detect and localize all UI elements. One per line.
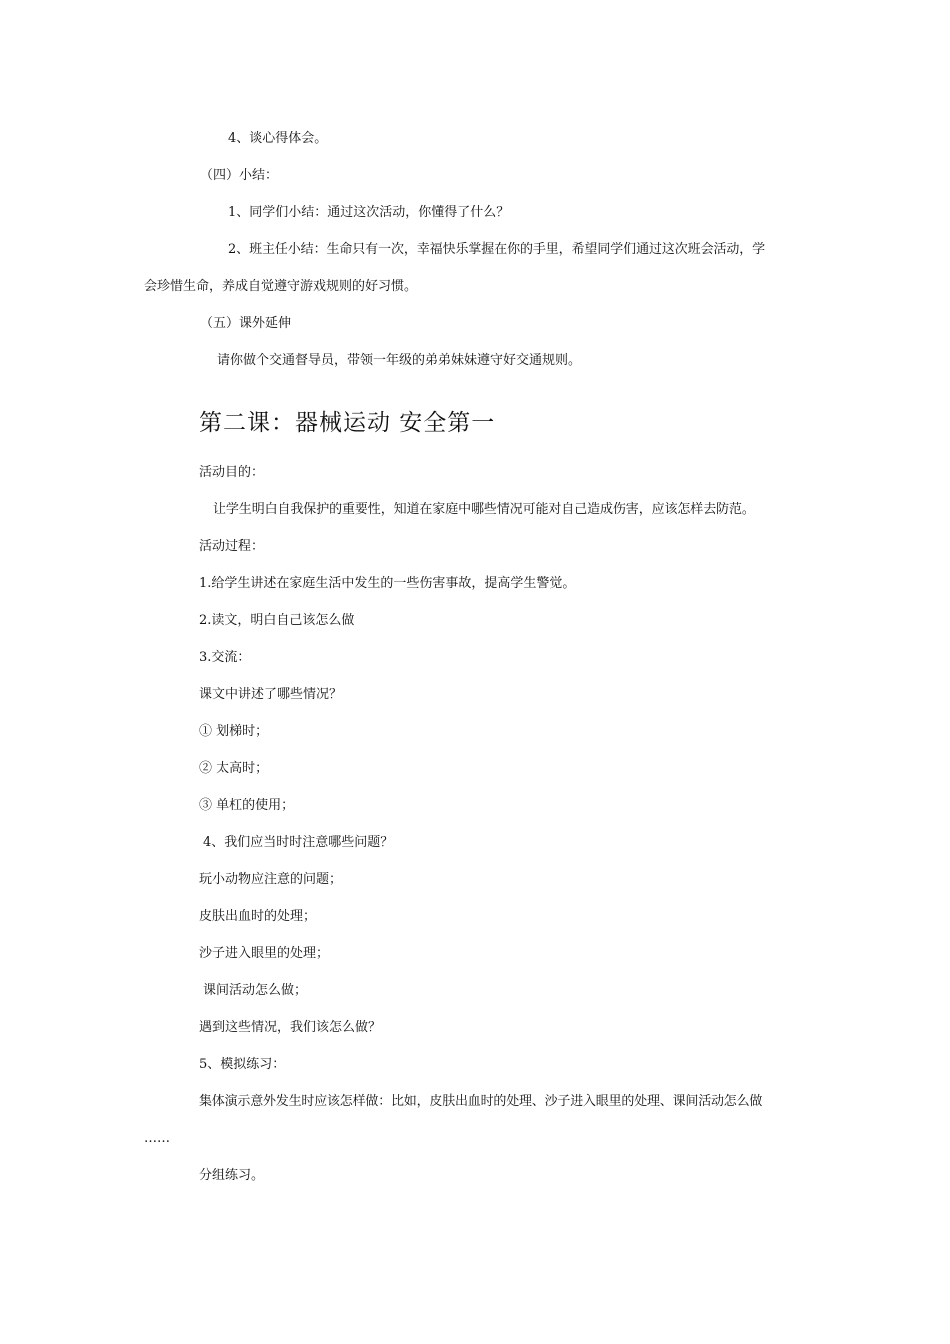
list-item: 遇到这些情况，我们该怎么做？ (199, 1020, 382, 1035)
list-item: 3.交流： (199, 650, 251, 665)
list-item: 2.读文，明白自己该怎么做 (199, 613, 355, 628)
list-item: 4、我们应当时时注意哪些问题？ (203, 835, 394, 850)
list-item: ① 划梯时； (199, 724, 269, 739)
paragraph-line: 让学生明白自我保护的重要性，知道在家庭中哪些情况可能对自己造成伤害，应该怎样去防范。 (213, 502, 755, 517)
paragraph-line: 请你做个交通督导员，带领一年级的弟弟妹妹遵守好交通规则。 (217, 353, 582, 368)
label-process: 活动过程： (199, 539, 265, 554)
list-item: 课间活动怎么做； (203, 983, 308, 998)
paragraph-line: 集体演示意外发生时应该怎样做：比如，皮肤出血时的处理、沙子进入眼里的处理、课间活动怎么做 (199, 1094, 763, 1109)
paragraph-line: …… (144, 1131, 170, 1146)
list-item: 5、模拟练习： (199, 1057, 286, 1072)
list-item: 1、同学们小结：通过这次活动，你懂得了什么？ (228, 205, 510, 220)
paragraph-line: 会珍惜生命，养成自觉遵守游戏规则的好习惯。 (144, 279, 418, 294)
paragraph-line: 课文中讲述了哪些情况？ (199, 687, 343, 702)
list-item: 皮肤出血时的处理； (199, 909, 317, 924)
list-item: 4、谈心得体会。 (228, 131, 328, 146)
list-item: ② 太高时； (199, 761, 269, 776)
paragraph-line: 分组练习。 (199, 1168, 265, 1183)
paragraph-line: 2、班主任小结：生命只有一次，幸福快乐掌握在你的手里，希望同学们通过这次班会活动，学 (228, 242, 766, 257)
list-item: 沙子进入眼里的处理； (199, 946, 330, 961)
list-item: 玩小动物应注意的问题； (199, 872, 343, 887)
section-heading-summary: （四）小结： (200, 168, 279, 183)
lesson-title: 第二课：器械运动 安全第一 (199, 410, 496, 436)
list-item: 1.给学生讲述在家庭生活中发生的一些伤害事故，提高学生警觉。 (199, 576, 576, 591)
label-goal: 活动目的： (199, 465, 265, 480)
list-item: ③ 单杠的使用； (199, 798, 295, 813)
section-heading-extension: （五）课外延伸 (200, 316, 292, 331)
